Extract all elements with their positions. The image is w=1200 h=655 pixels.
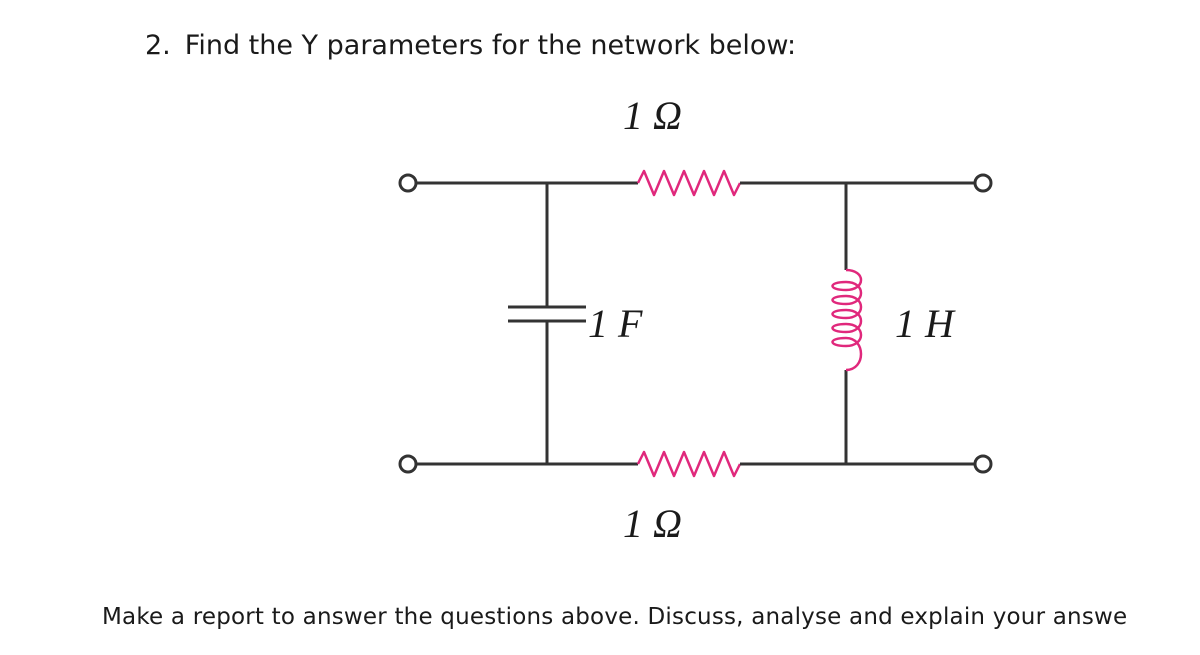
capacitor bbox=[508, 307, 586, 321]
terminal-top-right bbox=[975, 175, 991, 191]
inductor bbox=[833, 270, 862, 370]
top-resistor-label: 1 Ω bbox=[623, 93, 682, 138]
bottom-resistor-label: 1 Ω bbox=[623, 501, 682, 546]
terminal-bottom-left bbox=[400, 456, 416, 472]
inductor-label: 1 H bbox=[895, 301, 954, 346]
capacitor-label: 1 F bbox=[588, 301, 643, 346]
instruction-text: Make a report to answer the questions above. Discuss, analyse and explain your answe bbox=[102, 604, 1128, 630]
terminal-top-left bbox=[400, 175, 416, 191]
top-resistor bbox=[638, 171, 740, 195]
bottom-resistor bbox=[638, 452, 740, 476]
question-text: Find the Y parameters for the network below: bbox=[184, 30, 797, 61]
terminal-bottom-right bbox=[975, 456, 991, 472]
question-number: 2. bbox=[145, 30, 171, 61]
